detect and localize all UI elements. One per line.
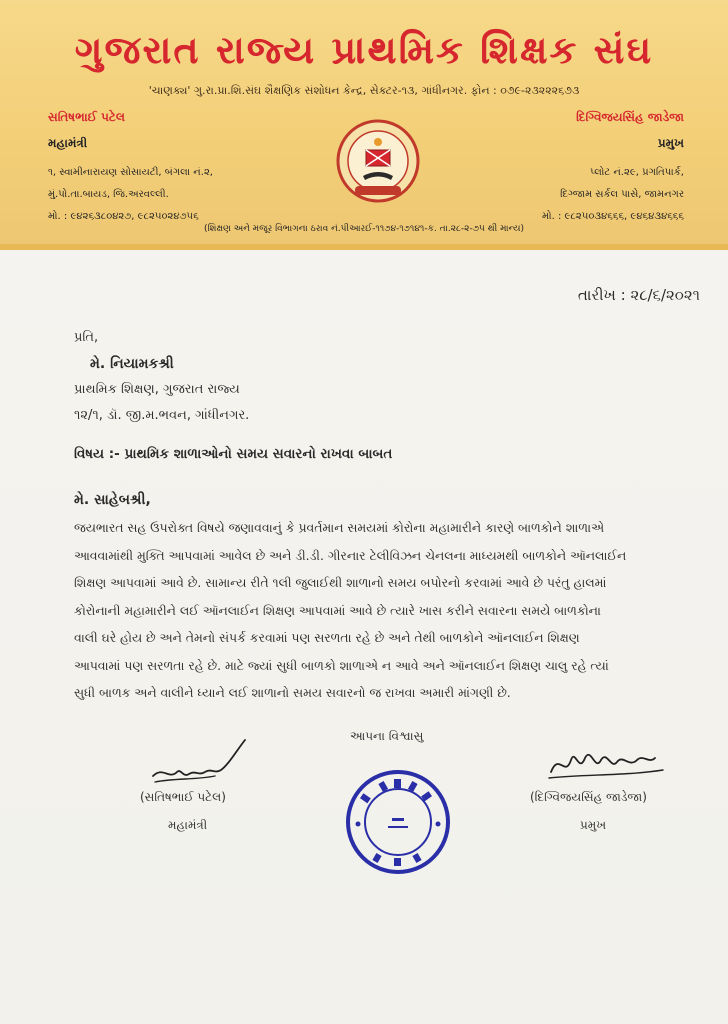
general-secretary-address [48, 162, 213, 228]
organization-emblem-icon [335, 118, 421, 204]
recipient-title: મે. નિયામકશ્રી [90, 356, 174, 372]
signatory-right-name: (દિગ્વિજયસિંહ જાડેજા) [530, 790, 647, 804]
body-line: શિક્ષણ આપવામાં આવે છે. સામાન્ય રીતે ૧લી જુલાઈથી શાળાનો સમય બપોરનો કરવામાં આવે છે પરંતુ હાલમાં [74, 575, 607, 590]
phone-line: મો. : ૯૪૨૬૩૮૦૪૨૭, ૯૮૨૫૦૨૪૭૫૬ [48, 211, 199, 222]
signatory-right-role: પ્રમુખ [580, 818, 607, 832]
body-line: સુધી બાળક અને વાલીને ધ્યાને લઈ શાળાનો સમય સવારનો જ રાખવા અમારી માંગણી છે. [74, 685, 511, 700]
general-secretary-name: સતિષભાઈ પટેલ [48, 110, 125, 124]
recipient-prefix: પ્રતિ, [74, 330, 99, 345]
closing-phrase: આપના વિશ્વાસુ [350, 729, 424, 743]
general-secretary-role: મહામંત્રી [48, 136, 88, 150]
salutation: મે. સાહેબશ્રી, [74, 492, 151, 508]
phone-line: મો. : ૯૮૨૫૦૩૪૬૬૬, ૯૪૬૪૩૪૬૬૬ [542, 211, 684, 222]
body-line: વાલી ઘરે હોય છે અને તેમનો સંપર્ક કરવામાં પણ સરળતા રહે છે અને તેથી બાળકોને ઑનલાઈન શિક્ષણ [74, 630, 580, 645]
recipient-address: ૧૨/૧, ડૉ. જી.મ.ભવન, ગાંધીનગર. [74, 408, 250, 423]
president-name: દિગ્વિજયસિંહ જાડેજા [576, 110, 684, 124]
body-line: આવવામાંથી મુક્તિ આપવામાં આવેલ છે અને ડી.ડી. ગીરનાર ટેલીવિઝન ચેનલના માધ્યમથી બાળકોને ઑનલાઈન [74, 547, 627, 563]
signatory-left-name: (સતિષભાઈ પટેલ) [140, 790, 226, 804]
address-line: દિગ્જામ સર્કલ પાસે, જામનગર [560, 189, 684, 200]
signatory-left-role: મહામંત્રી [168, 818, 208, 832]
president-address [542, 162, 684, 228]
body-line: જયભારત સહ ઉપરોક્ત વિષયે જણાવવાનું કે પ્રવર્તમાન સમયમાં કોરોના મહામારીને કારણે બાળકોને શાળાએ [74, 520, 605, 535]
organization-title: ગુજરાત રાજ્ય પ્રાથમિક શિક્ષક સંઘ [74, 28, 654, 72]
president-role: પ્રમુખ [657, 136, 684, 150]
letter-date: તારીખ : ૨૮/૬/૨૦૨૧ [577, 286, 700, 304]
letter-body [74, 514, 714, 707]
letter-subject: વિષય :- પ્રાથમિક શાળાઓનો સમય સવારનો રાખવા બાબત [74, 446, 393, 462]
letterhead [0, 0, 728, 250]
body-line: કોરોનાની મહામારીને લઈ ઑનલાઈન શિક્ષણ આપવામાં આવે છે ત્યારે ખાસ કરીને સવારના સમયે બાળકોના [74, 602, 601, 618]
body-line: આપવામાં પણ સરળતા રહે છે. માટે જ્યાં સુધી બાળકો શાળાએ ન આવે અને ઑનલાઈન શિક્ષણ ચાલુ રહે ત્યાં [74, 657, 609, 673]
organization-address: 'ચાણક્ય' ગુ.રા.પ્રા.શિ.સંઘ શૈક્ષણિક સંશોધન કેન્દ્ર, સેક્ટર-૧૩, ગાંધીનગર. ફોન : ૦૭૯-૨૩૨૨૨૬૭૩ [148, 84, 580, 97]
address-line: ૧, સ્વામીનારાયણ સોસાયટી, બંગલા નં.૨, [48, 167, 213, 178]
left-signature-icon [145, 730, 255, 790]
recipient-department: પ્રાથમિક શિક્ષણ, ગુજરાત રાજ્ય [74, 382, 240, 397]
organization-stamp-icon [344, 768, 452, 876]
address-line: પ્લોટ નં.૨૯, પ્રગતિપાર્ક, [590, 167, 684, 178]
right-signature-icon [545, 738, 670, 786]
recognition-note: (શિક્ષણ અને મજૂર વિભાગના ઠરાવ નં.પીઆરઈ-૧૧૭૪-૧૭૧૪૧-ક. તા.૨૮-૨-૭૫ થી માન્ય) [203, 224, 525, 234]
address-line: મું.પો.તા.બાયડ, જિ.અરવલ્લી. [48, 189, 169, 200]
